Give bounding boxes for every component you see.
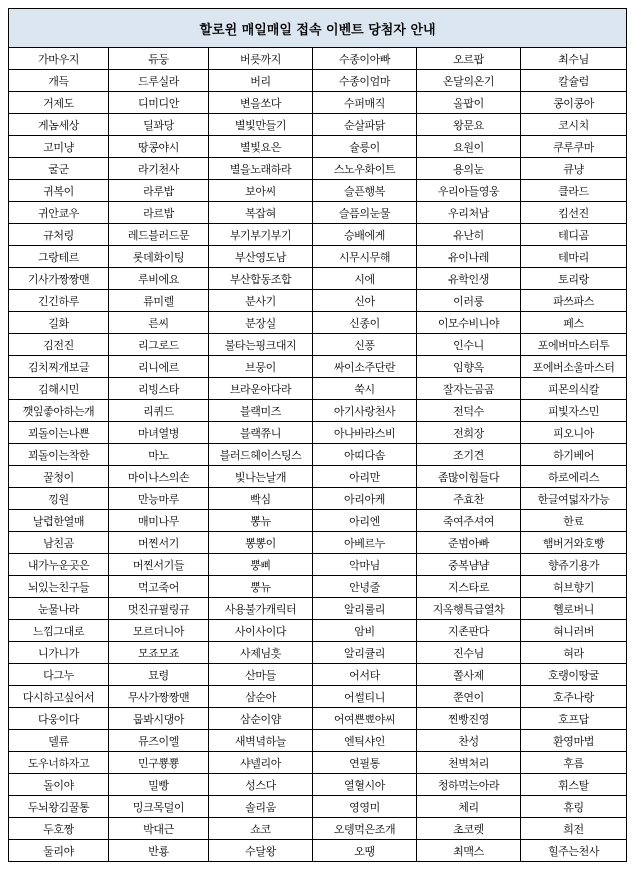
table-row (9, 576, 627, 598)
table-row (9, 598, 627, 620)
winner-name-cell: 묘령 (109, 664, 209, 686)
winner-name-cell: 브라운아다라 (209, 378, 313, 400)
winner-name-cell: 삼순이얌 (209, 708, 313, 730)
table-row (9, 48, 627, 70)
winner-name-cell: 귀안쿄우 (9, 202, 109, 224)
winner-name-cell: 만능마루 (109, 488, 209, 510)
winner-name-cell: 준범아빠 (417, 532, 521, 554)
winner-name-cell: 신종이 (313, 312, 417, 334)
winner-name-cell: 루비에요 (109, 268, 209, 290)
winner-name-cell: 오땡 (313, 840, 417, 862)
winner-name-cell: 눈물나라 (9, 598, 109, 620)
winner-name-cell: 롯데화이팅 (109, 246, 209, 268)
winner-name-cell: 델류 (9, 730, 109, 752)
table-row (9, 840, 627, 862)
winner-name-cell: 수달왕 (209, 840, 313, 862)
winner-name-cell: 테마리 (521, 246, 627, 268)
winner-name-cell: 온달의온기 (417, 70, 521, 92)
winner-name-cell: 솔리움 (209, 796, 313, 818)
winner-name-cell: 피오니아 (521, 422, 627, 444)
winner-name-cell: 김치찌개보글 (9, 356, 109, 378)
winner-name-cell: 버리 (209, 70, 313, 92)
winner-name-cell: 레드블러드문 (109, 224, 209, 246)
winner-name-cell: 불타는핑크대지 (209, 334, 313, 356)
winner-name-cell: 전희장 (417, 422, 521, 444)
winner-name-cell: 꾀돌이는착한 (9, 444, 109, 466)
winner-name-cell: 올팝이 (417, 92, 521, 114)
winner-name-cell: 쭌연이 (417, 686, 521, 708)
winner-name-cell: 싸이소주단란 (313, 356, 417, 378)
winner-list (9, 48, 627, 862)
winner-name-cell: 혀니러버 (521, 620, 627, 642)
winner-name-cell: 복잡혀 (209, 202, 313, 224)
winner-name-cell: 브뭉이 (209, 356, 313, 378)
winner-name-cell: 찬성 (417, 730, 521, 752)
table-row (9, 290, 627, 312)
winner-name-cell: 깻잎좋아하는개 (9, 400, 109, 422)
table-row (9, 268, 627, 290)
winner-name-cell: 사제님흣 (209, 642, 313, 664)
winner-name-cell: 뽕뽕이 (209, 532, 313, 554)
winner-name-cell: 휘스탈 (521, 774, 627, 796)
winner-name-cell: 승배에게 (313, 224, 417, 246)
table-row (9, 664, 627, 686)
winner-name-cell: 하로에리스 (521, 466, 627, 488)
winner-name-cell: 신아 (313, 290, 417, 312)
winner-name-cell: 부산합동조합 (209, 268, 313, 290)
winner-name-cell: 블러드헤이스팅스 (209, 444, 313, 466)
winner-name-cell: 김해시민 (9, 378, 109, 400)
winner-name-cell: 머찐서기 (109, 532, 209, 554)
winner-name-cell: 천벽처리 (417, 752, 521, 774)
winner-name-cell: 마이나스의손 (109, 466, 209, 488)
winner-name-cell: 낑원 (9, 488, 109, 510)
winner-name-cell: 성스다 (209, 774, 313, 796)
winner-name-cell: 리니에르 (109, 356, 209, 378)
winner-name-cell: 라기천사 (109, 158, 209, 180)
table-row (9, 466, 627, 488)
table-row (9, 224, 627, 246)
winner-name-cell: 테디곰 (521, 224, 627, 246)
winner-name-cell: 시에 (313, 268, 417, 290)
winner-name-cell: 른씨 (109, 312, 209, 334)
winner-name-cell: 별을노래하라 (209, 158, 313, 180)
winner-name-cell: 길화 (9, 312, 109, 334)
winner-name-cell: 빡심 (209, 488, 313, 510)
winner-name-cell: 순살파닭 (313, 114, 417, 136)
winner-name-cell: 스노우화이트 (313, 158, 417, 180)
winner-name-cell: 왕문요 (417, 114, 521, 136)
winner-name-cell: 휴링 (521, 796, 627, 818)
winner-name-cell: 기사가짱짱맨 (9, 268, 109, 290)
winner-name-cell: 지옥행특급열차 (417, 598, 521, 620)
table-row (9, 158, 627, 180)
winner-name-cell: 박대근 (109, 818, 209, 840)
winner-name-cell: 무사가짱짱맨 (109, 686, 209, 708)
winner-name-cell: 용의눈 (417, 158, 521, 180)
winner-name-cell: 모죠모죠 (109, 642, 209, 664)
winner-name-cell: 유이나레 (417, 246, 521, 268)
winner-name-cell: 햄버거와호빵 (521, 532, 627, 554)
winner-name-cell: 헬로버니 (521, 598, 627, 620)
winner-name-cell: 쿠루쿠마 (521, 136, 627, 158)
winner-name-cell: 블랙미즈 (209, 400, 313, 422)
winner-name-cell: 남친곰 (9, 532, 109, 554)
winner-name-cell: 리그로드 (109, 334, 209, 356)
winner-name-cell: 굴군 (9, 158, 109, 180)
winner-name-cell: 땅콩야시 (109, 136, 209, 158)
table-row (9, 378, 627, 400)
winner-name-cell: 환영마법 (521, 730, 627, 752)
winner-name-cell: 슬픔의눈물 (313, 202, 417, 224)
winner-name-cell: 연필통 (313, 752, 417, 774)
winner-name-cell: 다시하고싶어서 (9, 686, 109, 708)
winner-name-cell: 별빛요은 (209, 136, 313, 158)
winner-name-cell: 신퐁 (313, 334, 417, 356)
winner-name-cell: 게놈세상 (9, 114, 109, 136)
winner-name-cell: 쫄사제 (417, 664, 521, 686)
winner-name-cell: 아리아케 (313, 488, 417, 510)
winner-name-cell: 라르밥 (109, 202, 209, 224)
winner-name-cell: 코시치 (521, 114, 627, 136)
winner-name-cell: 뇌있는친구들 (9, 576, 109, 598)
winner-name-cell: 호주나랑 (521, 686, 627, 708)
winner-name-cell: 드루실라 (109, 70, 209, 92)
winner-name-cell: 피몬의식칼 (521, 378, 627, 400)
table-row (9, 818, 627, 840)
winner-name-cell: 어여쁜뾰야씨 (313, 708, 417, 730)
winner-name-cell: 피빛자스민 (521, 400, 627, 422)
table-row (9, 202, 627, 224)
winner-name-cell: 칼슐럼 (521, 70, 627, 92)
winner-name-cell: 수종이엄마 (313, 70, 417, 92)
winner-name-cell: 하기베어 (521, 444, 627, 466)
winner-name-cell: 딜꽈당 (109, 114, 209, 136)
winner-name-cell: 힐주는천사 (521, 840, 627, 862)
winner-name-cell: 빛나는날개 (209, 466, 313, 488)
table-row (9, 356, 627, 378)
table-row (9, 246, 627, 268)
table-row (9, 488, 627, 510)
winner-name-cell: 토리랑 (521, 268, 627, 290)
table-row (9, 180, 627, 202)
winner-name-cell: 후름 (521, 752, 627, 774)
winner-name-cell: 우리아들영웅 (417, 180, 521, 202)
winner-name-cell: 진수님 (417, 642, 521, 664)
winner-name-cell: 포에버소울마스터 (521, 356, 627, 378)
winner-name-cell: 라루밥 (109, 180, 209, 202)
winner-name-cell: 청하먹는아라 (417, 774, 521, 796)
winner-name-cell: 가마우지 (9, 48, 109, 70)
table-row (9, 730, 627, 752)
table-row (9, 400, 627, 422)
winner-name-cell: 민구뿅뿅 (109, 752, 209, 774)
table-row (9, 642, 627, 664)
winner-name-cell: 알리큘리 (313, 642, 417, 664)
winner-name-cell: 규처링 (9, 224, 109, 246)
winner-name-cell: 호랭이땅굴 (521, 664, 627, 686)
winner-name-cell: 두뇌왕김꿀통 (9, 796, 109, 818)
winner-name-cell: 사용불가캐릭터 (209, 598, 313, 620)
winner-name-cell: 날렵한열매 (9, 510, 109, 532)
winner-name-cell: 슬픈행복 (313, 180, 417, 202)
winner-name-cell: 꾀돌이는나쁜 (9, 422, 109, 444)
winner-name-cell: 귀복이 (9, 180, 109, 202)
winner-name-cell: 리빙스타 (109, 378, 209, 400)
winner-name-cell: 수퍼매직 (313, 92, 417, 114)
title-row (9, 9, 627, 48)
winner-name-cell: 블랙쮸니 (209, 422, 313, 444)
table-row (9, 114, 627, 136)
winner-name-cell: 긴긴하루 (9, 290, 109, 312)
winner-name-cell: 유학인생 (417, 268, 521, 290)
winner-name-cell: 페스 (521, 312, 627, 334)
winner-name-cell: 지스타로 (417, 576, 521, 598)
winner-name-cell: 부기부기부기 (209, 224, 313, 246)
winner-name-cell: 잘자는곰곰 (417, 378, 521, 400)
winner-name-cell: 꿀청이 (9, 466, 109, 488)
winner-name-cell: 영영미 (313, 796, 417, 818)
winner-name-cell: 최맥스 (417, 840, 521, 862)
winner-name-cell: 느낌그대로 (9, 620, 109, 642)
winner-name-cell: 유난히 (417, 224, 521, 246)
winner-name-cell: 고미냥 (9, 136, 109, 158)
winner-name-cell: 호프답 (521, 708, 627, 730)
winner-name-cell: 포에버마스터투 (521, 334, 627, 356)
winner-name-cell: 디미디안 (109, 92, 209, 114)
winner-name-cell: 어썰티니 (313, 686, 417, 708)
winner-name-cell: 열혈시아 (313, 774, 417, 796)
winner-name-cell: 리퀴드 (109, 400, 209, 422)
winner-name-cell: 개득 (9, 70, 109, 92)
winner-name-cell: 뭅봐시댕아 (109, 708, 209, 730)
winner-name-cell: 샤넬리아 (209, 752, 313, 774)
winner-name-cell: 허브향기 (521, 576, 627, 598)
winner-name-cell: 오뎅먹은조개 (313, 818, 417, 840)
table-row (9, 774, 627, 796)
winner-name-cell: 분사기 (209, 290, 313, 312)
winner-name-cell: 체리 (417, 796, 521, 818)
table-row (9, 92, 627, 114)
table-row (9, 422, 627, 444)
winner-name-cell: 악마님 (313, 554, 417, 576)
table-row (9, 334, 627, 356)
table-row (9, 312, 627, 334)
table-row (9, 708, 627, 730)
winner-name-cell: 아리만 (313, 466, 417, 488)
winner-name-cell: 중복냠냠 (417, 554, 521, 576)
winner-name-cell: 이러룽 (417, 290, 521, 312)
table-row (9, 444, 627, 466)
winner-name-cell: 머찐서기들 (109, 554, 209, 576)
winner-name-cell: 그랑테르 (9, 246, 109, 268)
winner-name-cell: 마노 (109, 444, 209, 466)
winner-name-cell: 인수니 (417, 334, 521, 356)
table-row (9, 70, 627, 92)
winner-name-cell: 찐빵진영 (417, 708, 521, 730)
winner-name-cell: 내가누운곳은 (9, 554, 109, 576)
winner-name-cell: 뿡삐 (209, 554, 313, 576)
winner-table (8, 8, 627, 862)
winner-name-cell: 큐냥 (521, 158, 627, 180)
winner-name-cell: 킴선진 (521, 202, 627, 224)
winner-name-cell: 뿡뉴 (209, 576, 313, 598)
winner-name-cell: 듀둥 (109, 48, 209, 70)
winner-name-cell: 별빛만들기 (209, 114, 313, 136)
table-row (9, 620, 627, 642)
winner-name-cell: 뮤즈이엘 (109, 730, 209, 752)
winner-name-cell: 도우너하자고 (9, 752, 109, 774)
winner-name-cell: 버릇까지 (209, 48, 313, 70)
winner-name-cell: 거제도 (9, 92, 109, 114)
table-row (9, 136, 627, 158)
winner-name-cell: 삼순아 (209, 686, 313, 708)
winner-name-cell: 매미나무 (109, 510, 209, 532)
winner-name-cell: 어서타 (313, 664, 417, 686)
winner-name-cell: 쑥시 (313, 378, 417, 400)
winner-name-cell: 한료 (521, 510, 627, 532)
winner-name-cell: 밀빵 (109, 774, 209, 796)
winner-name-cell: 새벽녘하늘 (209, 730, 313, 752)
table-row (9, 554, 627, 576)
winner-name-cell: 멋진규필링규 (109, 598, 209, 620)
winner-name-cell: 마녀열병 (109, 422, 209, 444)
winner-name-cell: 우리처남 (417, 202, 521, 224)
winner-name-cell: 변을쏘다 (209, 92, 313, 114)
page-title: 할로윈 매일매일 접속 이벤트 당첨자 안내 (9, 9, 627, 48)
winner-name-cell: 엔틱샤인 (313, 730, 417, 752)
winner-name-cell: 두호짱 (9, 818, 109, 840)
winner-name-cell: 사이사이다 (209, 620, 313, 642)
table-row (9, 752, 627, 774)
winner-name-cell: 김전진 (9, 334, 109, 356)
table-row (9, 532, 627, 554)
winner-name-cell: 요원이 (417, 136, 521, 158)
winner-name-cell: 다웅이다 (9, 708, 109, 730)
winner-name-cell: 수종이아빠 (313, 48, 417, 70)
winner-name-cell: 아리엔 (313, 510, 417, 532)
winner-name-cell: 희전 (521, 818, 627, 840)
winner-name-cell: 반룡 (109, 840, 209, 862)
winner-name-cell: 아베르누 (313, 532, 417, 554)
winner-name-cell: 암비 (313, 620, 417, 642)
winner-name-cell: 좀많이힘들다 (417, 466, 521, 488)
winner-name-cell: 산마들 (209, 664, 313, 686)
winner-name-cell: 밍크목덜이 (109, 796, 209, 818)
winner-name-cell: 뽕뉴 (209, 510, 313, 532)
winner-name-cell: 주효찬 (417, 488, 521, 510)
table-row (9, 686, 627, 708)
winner-name-cell: 슐릉이 (313, 136, 417, 158)
winner-name-cell: 임향옥 (417, 356, 521, 378)
winner-name-cell: 한글여덟자가능 (521, 488, 627, 510)
table-row (9, 510, 627, 532)
winner-name-cell: 류미렐 (109, 290, 209, 312)
winner-name-cell: 혀라 (521, 642, 627, 664)
winner-name-cell: 쇼코 (209, 818, 313, 840)
winner-name-cell: 오르팝 (417, 48, 521, 70)
winner-name-cell: 니가니가 (9, 642, 109, 664)
winner-name-cell: 향쥬기용가 (521, 554, 627, 576)
winner-name-cell: 지존판다 (417, 620, 521, 642)
winner-name-cell: 조기견 (417, 444, 521, 466)
winner-name-cell: 둘리야 (9, 840, 109, 862)
winner-name-cell: 알리룰리 (313, 598, 417, 620)
winner-name-cell: 콩이콩아 (521, 92, 627, 114)
winner-name-cell: 초코렛 (417, 818, 521, 840)
winner-name-cell: 죽여주셔여 (417, 510, 521, 532)
winner-name-cell: 다그누 (9, 664, 109, 686)
winner-name-cell: 아띠다솜 (313, 444, 417, 466)
winner-name-cell: 시무시무해 (313, 246, 417, 268)
winner-name-cell: 아나바라스비 (313, 422, 417, 444)
winner-name-cell: 돌이야 (9, 774, 109, 796)
winner-name-cell: 최수님 (521, 48, 627, 70)
winner-name-cell: 안녕줄 (313, 576, 417, 598)
winner-name-cell: 아기사랑천사 (313, 400, 417, 422)
winner-name-cell: 먹고죽어 (109, 576, 209, 598)
winner-name-cell: 전덕수 (417, 400, 521, 422)
winner-name-cell: 부산영도남 (209, 246, 313, 268)
winner-name-cell: 모르더니아 (109, 620, 209, 642)
winner-name-cell: 이모수비니야 (417, 312, 521, 334)
winner-name-cell: 파쓰파스 (521, 290, 627, 312)
winner-name-cell: 분장실 (209, 312, 313, 334)
winner-name-cell: 클라드 (521, 180, 627, 202)
table-row (9, 796, 627, 818)
winner-name-cell: 보아씨 (209, 180, 313, 202)
